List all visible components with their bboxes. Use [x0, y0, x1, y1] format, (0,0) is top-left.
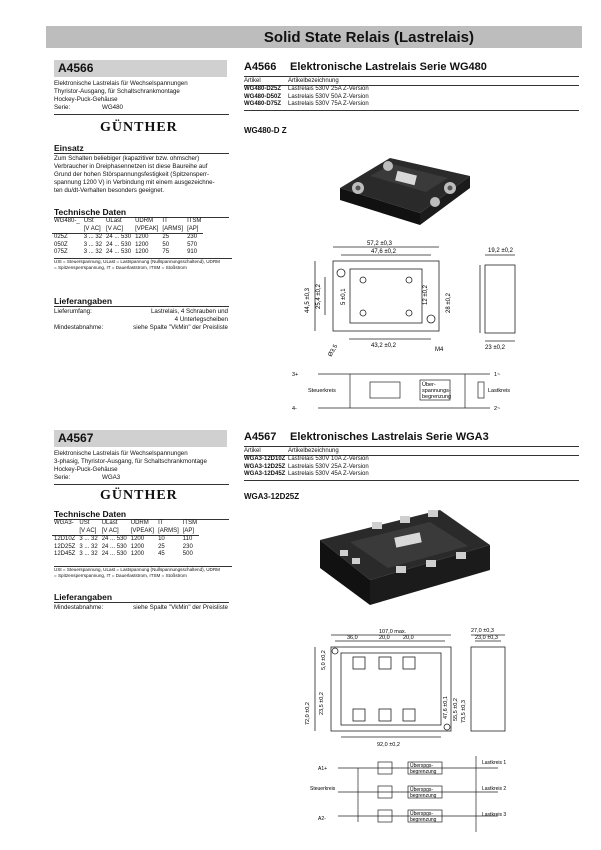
- dim-label: 72,0 ±0,2: [305, 702, 311, 725]
- circuit-label: Überspgs-: [410, 811, 434, 817]
- th: UDRM: [135, 218, 154, 224]
- steuerkreis-label: Steuerkreis: [308, 388, 336, 394]
- article-desc: Lastrelais 530V 25A Z-Version: [288, 86, 369, 93]
- col-head: Artikel: [244, 448, 261, 454]
- article-head: [244, 448, 579, 455]
- relay-photo-wga3: [300, 500, 500, 615]
- td: 24 ... 530: [101, 536, 127, 542]
- terminal-label: A1+: [318, 766, 328, 772]
- tech-data-table: [52, 520, 199, 559]
- table-header: [52, 218, 203, 226]
- dim-label: 28 ±0,2: [446, 293, 452, 313]
- td: [52, 528, 77, 536]
- divider: [244, 110, 579, 111]
- circuit-diagram-wga3: [298, 752, 528, 840]
- note-line: USt = Steuerspannung, ULast = Lastspannung (Nullspannungsschaltend), UDRM: [54, 567, 220, 572]
- lieferangaben: [54, 308, 232, 332]
- td: [V AC]: [79, 527, 97, 534]
- td: [AP]: [187, 225, 199, 232]
- page-banner: [46, 26, 582, 48]
- lastkreis-label: Lastkreis 3: [482, 812, 507, 818]
- article-row: [244, 455, 579, 463]
- td: [V AC]: [83, 225, 101, 232]
- dim-label: 57,2 ±0,3: [367, 241, 392, 247]
- desc-line: Hockey-Puck-Gehäuse: [54, 466, 118, 473]
- table-row: [52, 551, 199, 559]
- td: 500: [182, 551, 193, 557]
- article-code: WGA3-12D25Z: [244, 463, 286, 470]
- td: 10: [158, 536, 165, 542]
- banner-title: Solid State Relais (Lastrelais): [263, 29, 474, 46]
- section1-heading: [244, 60, 574, 77]
- article-code: WG480-D25Z: [244, 86, 282, 93]
- dim-label: 25,4 ±0,2: [316, 284, 322, 309]
- lief-row: [54, 604, 232, 612]
- serie-label: Serie:: [54, 474, 71, 481]
- td: 3 ... 32: [83, 234, 103, 240]
- col-head: Artikelbezeichnung: [288, 78, 339, 84]
- td: [52, 226, 82, 234]
- th: WG480-_: [54, 218, 80, 224]
- article-list-1: [244, 78, 579, 108]
- circuit-label: Überspgs-: [410, 763, 434, 769]
- article-row: [244, 101, 579, 108]
- article-code: WG480-D50Z: [244, 93, 282, 100]
- article-code: WG480-D75Z: [244, 100, 282, 107]
- table-units: [52, 226, 203, 234]
- divider: [54, 114, 229, 115]
- serie-value: WGA3: [102, 474, 121, 481]
- dim-label: 23,0 ±0,3: [475, 635, 498, 641]
- th: UDRM: [130, 520, 149, 526]
- circuit-diagram-wg480: [290, 368, 520, 418]
- section1-code-box: [54, 60, 227, 77]
- dim-label: 12 ±0,2: [423, 285, 429, 305]
- tech-data-table: [52, 218, 203, 257]
- serie-value: WG480: [102, 104, 123, 111]
- td: 1200: [130, 551, 145, 557]
- col-head: Artikel: [244, 78, 261, 84]
- td: [VPEAK]: [135, 225, 159, 232]
- note-line: = Spitzensperrspannung, IT = Dauerlaststrom, ITSM = Stoßstrom: [54, 573, 187, 578]
- table-row: [52, 234, 203, 242]
- th: WGA3-: [54, 520, 74, 526]
- article-desc: Lastrelais 530V 45A Z-Version: [288, 470, 369, 477]
- terminal-label: 2~: [494, 406, 501, 412]
- heading-code: A4566: [244, 61, 277, 73]
- td: 12D25Z: [54, 543, 76, 550]
- divider: [244, 480, 579, 481]
- article-row: [244, 471, 579, 478]
- dim-label: 20,0: [379, 635, 390, 641]
- dim-label: M4: [435, 347, 444, 353]
- article-list-2: [244, 448, 579, 478]
- terminal-label: 3+: [292, 372, 299, 378]
- tech-data-note: [54, 258, 232, 271]
- dim-label: 5 ±0,1: [341, 288, 347, 305]
- dim-label: 92,0 ±0,2: [377, 742, 400, 748]
- td: 25: [158, 543, 165, 550]
- heading-code: A4567: [244, 431, 277, 443]
- circuit-label: begrenzung: [410, 793, 437, 799]
- dim-label: 43,2 ±0,2: [371, 343, 396, 349]
- td: [ARMS]: [158, 527, 179, 534]
- circuit-label: Überspgs-: [410, 787, 434, 793]
- td: 24 ... 530: [106, 234, 132, 240]
- td: 45: [158, 551, 165, 557]
- article-row: [244, 94, 579, 101]
- td: 25: [162, 234, 170, 240]
- lastkreis-label: Lastkreis 1: [482, 760, 507, 766]
- th: IT: [158, 520, 164, 526]
- relay-photo-wg480: [330, 128, 480, 228]
- article-desc: Lastrelais 530V 10A Z-Version: [288, 456, 369, 463]
- td: [V AC]: [101, 527, 119, 534]
- einsatz-line: Verbraucher in Dreiphasennetzen ist diese Baureihe auf: [54, 163, 208, 170]
- td: 3 ... 32: [79, 536, 98, 542]
- heading-title: Elektronische Lastrelais Serie WG480: [290, 61, 487, 73]
- dim-label: 107,0 max.: [379, 629, 407, 635]
- guenther-logo: GÜNTHER: [100, 120, 178, 135]
- table-row: [52, 536, 199, 544]
- note-line: USt = Steuerspannung, ULast = Lastspannung (Nullspannungsschaltend), UDRM: [54, 259, 220, 264]
- td: 3 ... 32: [79, 551, 98, 557]
- th: ULast: [106, 218, 122, 224]
- td: 570: [187, 241, 198, 248]
- einsatz-title: Einsatz: [54, 143, 229, 154]
- td: 1200: [130, 536, 145, 542]
- einsatz-line: Grund der hohen Störspannungsfestigkeit (Spitzensperr-: [54, 171, 210, 178]
- dim-label: 44,5 ±0,3: [305, 288, 311, 313]
- th: IT: [162, 218, 168, 224]
- desc-line: Elektronische Lastrelais für Wechselspannungen: [54, 450, 188, 457]
- th: ULast: [101, 520, 118, 526]
- dim-label: 73,5 ±0,3: [461, 700, 467, 723]
- td: 110: [182, 536, 193, 542]
- td: 230: [182, 543, 193, 550]
- serie-label: Serie:: [54, 104, 71, 111]
- guenther-logo: GÜNTHER: [100, 488, 178, 503]
- article-desc: Lastrelais 530V 50A Z-Version: [288, 93, 369, 100]
- desc-line: Elektronische Lastrelais für Wechselspannungen: [54, 80, 188, 87]
- section2-description: [54, 450, 232, 482]
- article-code: WGA3-12D10Z: [244, 456, 286, 463]
- desc-line: Thyristor-Ausgang, für Schaltschrankmontage: [54, 88, 180, 95]
- article-code: WGA3-12D45Z: [244, 470, 286, 477]
- section1-code: A4566: [58, 61, 94, 75]
- td: 1200: [130, 543, 145, 550]
- terminal-label: 4-: [292, 406, 297, 412]
- dim-label: 5,0 ±0,2: [321, 650, 327, 670]
- td: 24 ... 530: [106, 241, 132, 248]
- td: 12D45Z: [54, 551, 76, 557]
- dim-label: 19,2 ±0,2: [488, 248, 513, 254]
- circuit-label: begrenzung: [422, 394, 452, 400]
- table-header: [52, 520, 199, 528]
- td: 3 ... 32: [79, 543, 98, 550]
- td: 230: [187, 234, 198, 240]
- tech-data-note: [54, 566, 232, 579]
- td: [AP]: [182, 527, 195, 534]
- section2-code: A4567: [58, 431, 94, 445]
- th: USt: [79, 520, 90, 526]
- lief-label: Mindestabnahme:: [54, 324, 104, 331]
- terminal-label: A2-: [318, 816, 326, 822]
- terminal-label: 1~: [494, 372, 501, 378]
- td: 12D10Z: [54, 536, 76, 542]
- dim-label: 27,0 ±0,3: [471, 628, 494, 634]
- lief-row: [54, 324, 232, 332]
- td: [ARMS]: [162, 225, 184, 232]
- td: 050Z: [54, 241, 68, 248]
- circuit-label: spannungs-: [422, 388, 451, 394]
- lief-label: Lieferumfang:: [54, 308, 92, 315]
- th: USt: [83, 218, 94, 224]
- serie-line: [54, 474, 232, 482]
- dim-label: 36,0: [347, 635, 358, 641]
- tech-data-title: Technische Daten: [54, 207, 229, 218]
- table-units: [52, 528, 199, 536]
- einsatz-line: spannung 1200 V) in Verbindung mit einem ausgezeichne-: [54, 179, 215, 186]
- td: 025Z: [54, 234, 68, 240]
- lastkreis-label: Lastkreis: [488, 388, 511, 394]
- th: ITSM: [187, 218, 202, 224]
- dimension-drawing-wga3: [295, 625, 585, 750]
- einsatz-line: ten du/dt-Verhalten besonders geeignet.: [54, 187, 165, 194]
- lief-label: Mindestabnahme:: [54, 604, 104, 611]
- td: 3 ... 32: [83, 249, 103, 255]
- dim-label: Ø3,5: [327, 343, 340, 358]
- serie-line: [54, 104, 229, 112]
- section1-description: [54, 80, 229, 112]
- td: [VPEAK]: [130, 527, 155, 534]
- dim-label: 47,6 ±0,1: [443, 696, 449, 719]
- dim-label: 23,5 ±0,2: [319, 692, 325, 715]
- section2-heading: [244, 430, 574, 447]
- steuerkreis-label: Steuerkreis: [310, 786, 336, 792]
- lieferangaben: [54, 604, 232, 612]
- circuit-label: Über-: [422, 382, 436, 388]
- article-head: [244, 78, 579, 85]
- tech-data-title: Technische Daten: [54, 509, 229, 520]
- lief-value: siehe Spalte "VkMin" der Preisliste: [133, 604, 228, 611]
- model-label-2: WGA3-12D25Z: [244, 492, 300, 501]
- td: 1200: [135, 249, 149, 255]
- td: 075Z: [54, 249, 68, 255]
- dim-label: 20,0: [403, 635, 414, 641]
- dim-label: 23 ±0,2: [485, 345, 505, 351]
- col-head: Artikelbezeichnung: [288, 448, 339, 454]
- article-desc: Lastrelais 530V 75A Z-Version: [288, 100, 369, 107]
- divider: [244, 446, 579, 447]
- dimension-drawing-wg480: [295, 235, 585, 370]
- desc-line: Hockey-Puck-Gehäuse: [54, 96, 118, 103]
- lief-value: siehe Spalte "VkMin" der Preisliste: [133, 324, 228, 331]
- divider: [54, 484, 229, 485]
- td: 50: [162, 241, 170, 248]
- td: 3 ... 32: [83, 241, 103, 248]
- table-row: [52, 249, 203, 257]
- article-row: [244, 464, 579, 471]
- model-label-1: WG480-D Z: [244, 126, 287, 135]
- einsatz-text: [54, 155, 232, 195]
- heading-title: Elektronisches Lastrelais Serie WGA3: [290, 431, 489, 443]
- th: ITSM: [182, 520, 198, 526]
- lief-row: [54, 308, 232, 316]
- article-desc: Lastrelais 530V 25A Z-Version: [288, 463, 369, 470]
- lief-row: [54, 316, 232, 324]
- lastkreis-label: Lastkreis 2: [482, 786, 507, 792]
- lieferangaben-title: Lieferangaben: [54, 592, 229, 603]
- desc-line: 3-phasig, Thyristor-Ausgang, für Schaltschrankmontage: [54, 458, 207, 465]
- td: 1200: [135, 234, 149, 240]
- td: 910: [187, 249, 198, 255]
- table-row: [52, 242, 203, 250]
- td: 24 ... 530: [101, 551, 127, 557]
- article-row: [244, 85, 579, 93]
- lieferangaben-title: Lieferangaben: [54, 296, 229, 307]
- td: 24 ... 530: [106, 249, 132, 255]
- circuit-label: begrenzung: [410, 769, 437, 775]
- note-line: = Spitzensperrspannung, IT = Dauerlaststrom, ITSM = Stoßstrom: [54, 265, 187, 270]
- dim-label: 55,5 ±0,2: [453, 698, 459, 721]
- einsatz-line: Zum Schalten beliebiger (kapazitiver bzw. ohmscher): [54, 155, 200, 162]
- lief-value: 4 Unterlegscheiben: [174, 316, 228, 323]
- td: [V AC]: [106, 225, 124, 232]
- section2-code-box: [54, 430, 227, 447]
- lief-value: Lastrelais, 4 Schrauben und: [150, 308, 228, 315]
- td: 75: [162, 249, 170, 255]
- circuit-label: begrenzung: [410, 817, 437, 823]
- table-row: [52, 544, 199, 552]
- divider: [244, 76, 579, 77]
- dim-label: 47,6 ±0,2: [371, 249, 396, 255]
- td: 24 ... 530: [101, 543, 127, 550]
- td: 1200: [135, 241, 149, 248]
